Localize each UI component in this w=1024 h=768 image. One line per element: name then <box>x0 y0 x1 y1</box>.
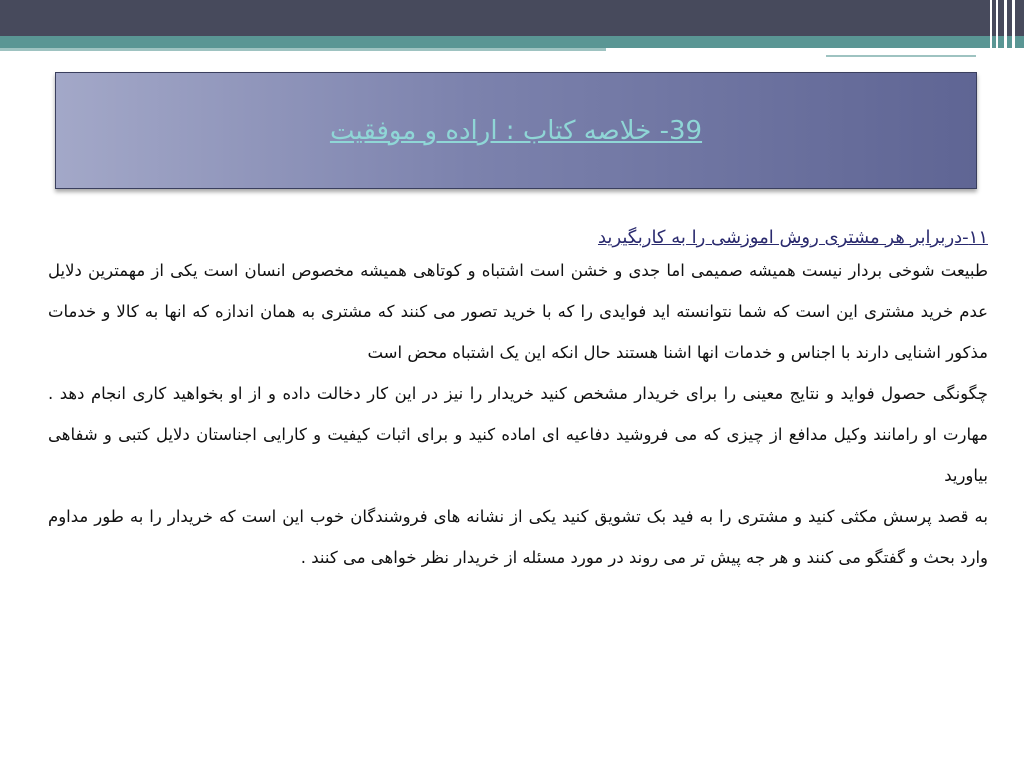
title-box <box>55 72 977 189</box>
slide-subheading: ۱۱-دربرابر هر مشتری روش اموزشی را به کاربگیرید <box>597 227 988 248</box>
header-tab <box>606 48 1024 70</box>
header-divider <box>996 0 998 72</box>
teal-stripe <box>0 36 1024 48</box>
paragraph-2: چگونگی حصول فواید و نتایج معینی را برای خریدار مشخص کنید خریدار را نیز در این کار دخالت داده و از او بخواهید کاری انجام دهد . مهارت او رامانند وکیل مدافع از چیزی که می فروشید دفاعیه ای اماده کنید و برای اثبات کیفیت و کارایی اجناستان دلایل کتبی و شفاهی بیاورید <box>48 384 988 485</box>
header-divider <box>1012 0 1015 72</box>
top-band <box>0 0 1024 36</box>
slide-content <box>48 220 988 578</box>
header-divider <box>990 0 992 72</box>
header-divider <box>1004 0 1007 72</box>
paragraph-1: طبیعت شوخی بردار نیست همیشه صمیمی اما جدی و خشن است اشتباه و کوتاهی همیشه مخصوص انسان است یکی از مهمترین دلایل عدم خرید مشتری این است که شما نتوانسته اید فوایدی را که با خرید تصور می کنند که مشتری به همان اندازه که انها به کالا و خدمات مذکور اشنایی دارند با اجناس و خدمات انها اشنا هستند حال انکه این یک اشتباه محض است <box>48 261 988 362</box>
paragraph-3: به قصد پرسش مکثی کنید و مشتری را به فید بک تشویق کنید یکی از نشانه های فروشندگان خوب این است که خریدار را به طور مداوم وارد بحث و گفتگو می کنند و هر جه پیش تر می روند در مورد مسئله از خریدار نظر خواهی می کنند . <box>48 507 988 567</box>
slide-title: 39- خلاصه کتاب : اراده و موفقیت <box>329 115 703 146</box>
tab-line <box>826 55 976 57</box>
